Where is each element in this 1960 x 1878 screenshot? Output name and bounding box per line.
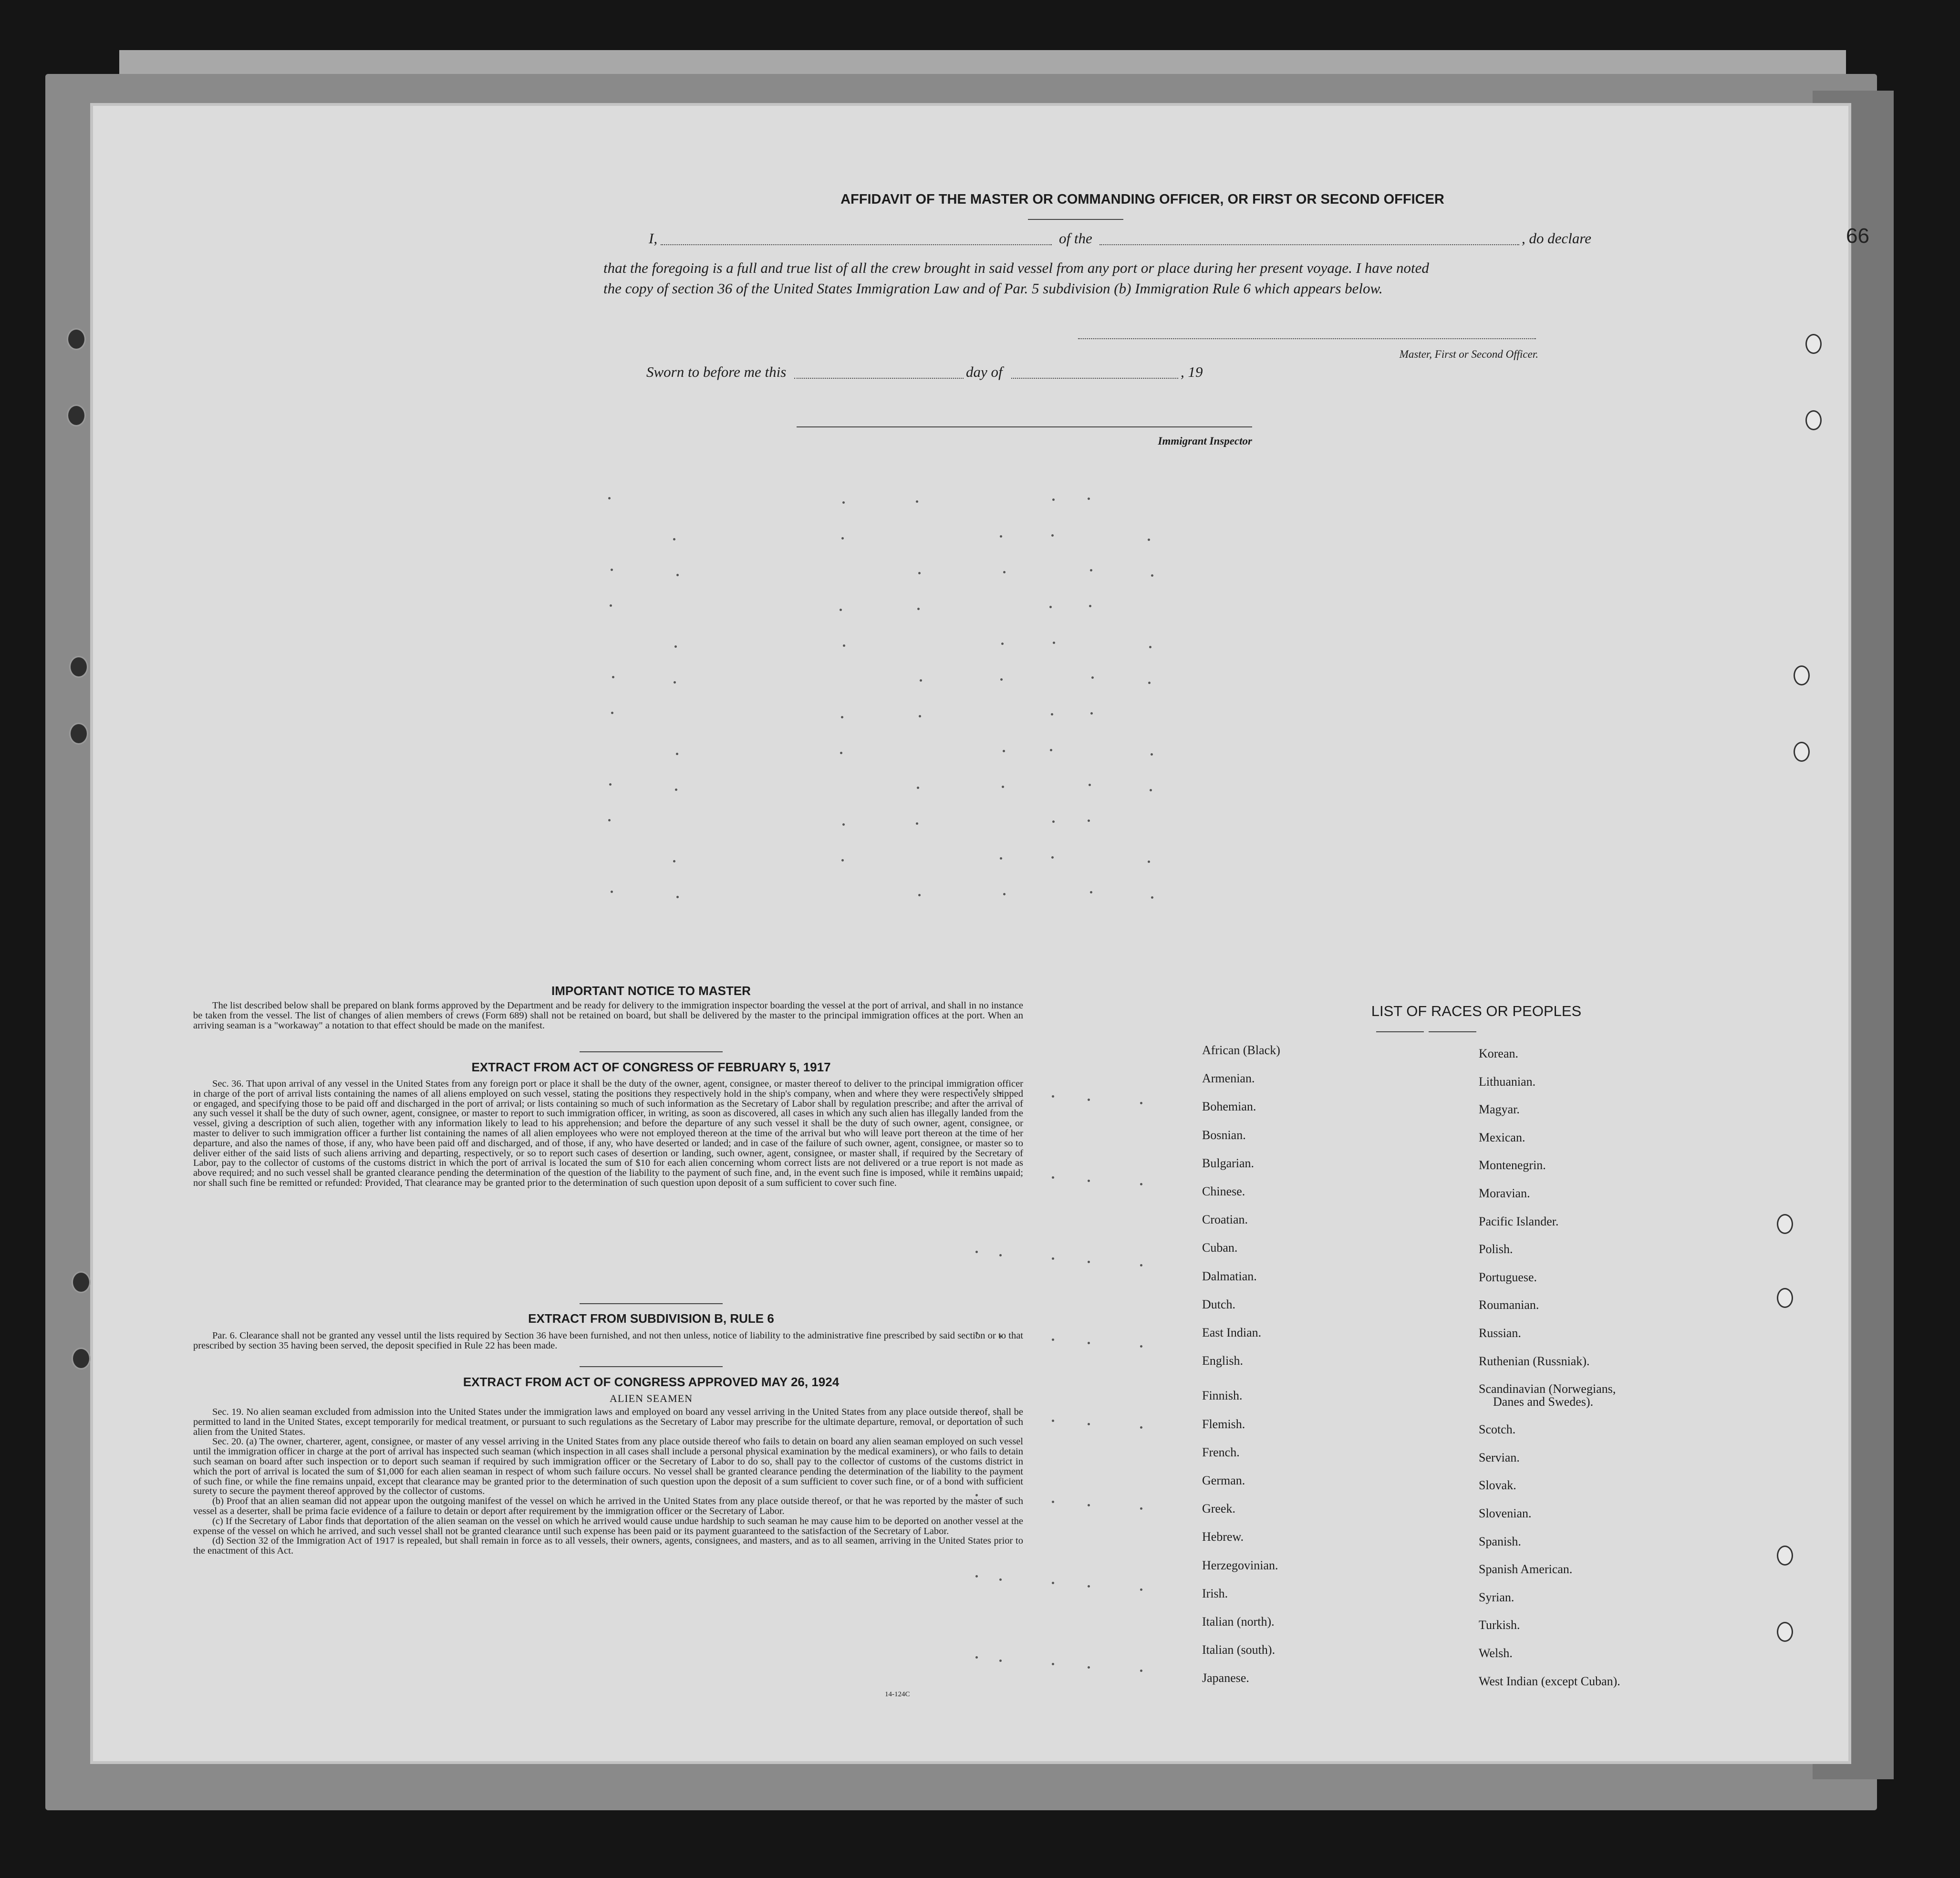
bleed-dot: [1140, 1264, 1142, 1266]
race-item: Scandinavian (Norwegians,: [1479, 1382, 1616, 1396]
bleed-dot: [611, 891, 613, 893]
bleed-dot: [916, 822, 918, 825]
bleed-dot: [673, 538, 675, 540]
race-item: Greek.: [1202, 1502, 1236, 1516]
bleed-dot: [1003, 893, 1006, 895]
extract-rule6-divider: [580, 1366, 723, 1367]
bleed-dot: [608, 497, 611, 499]
race-item: Ruthenian (Russniak).: [1479, 1354, 1590, 1368]
bleed-dot: [1140, 1588, 1142, 1591]
bleed-dot: [916, 500, 918, 503]
bleed-dot: [611, 712, 613, 714]
race-item: French.: [1202, 1445, 1240, 1459]
race-item: Dutch.: [1202, 1297, 1236, 1311]
race-item: Montenegrin.: [1479, 1158, 1546, 1172]
bleed-dot: [1052, 498, 1055, 501]
bleed-dot: [1052, 820, 1055, 823]
race-item: Magyar.: [1479, 1102, 1520, 1117]
sworn-day-of: day of: [966, 363, 1003, 380]
bleed-dot: [999, 1660, 1002, 1662]
bleed-dot: [612, 676, 614, 678]
race-item: Armenian.: [1202, 1071, 1255, 1086]
notice-text: The list described below shall be prepared on blank forms approved by the Department and be ready for delivery to the immigration inspector boarding the vessel at the port of arrival, and shall in no instance be taken from the vessel. The list of changes of alien members of crews (Form 689) shall not be retained on board, but shall be delivered by the master to the principal immigration offices at the port. When an arriving seaman is a "workaway" a notation to that effect should be made on the manifest.: [193, 1000, 1023, 1031]
bleed-dot: [1089, 784, 1091, 786]
bleed-dot: [1052, 1176, 1054, 1179]
bleed-dot: [1151, 753, 1153, 756]
extract-1924-body: [193, 1407, 1023, 1556]
bleed-dot: [675, 789, 677, 791]
race-item: Croatian.: [1202, 1213, 1248, 1227]
race-item: Mexican.: [1479, 1130, 1525, 1144]
bleed-dot: [1000, 535, 1002, 538]
race-item: Roumanian.: [1479, 1298, 1539, 1312]
race-item: Bosnian.: [1202, 1128, 1246, 1142]
inspector-signature-line[interactable]: [797, 426, 1252, 427]
race-item: Herzegovinian.: [1202, 1558, 1278, 1572]
bleed-dot: [1052, 1582, 1054, 1584]
affidavit-statement-line2: the copy of section 36 of the United States Immigration Law and of Par. 5 subdivision (b) Immigration Rule 6 which appears below.: [603, 280, 1383, 297]
bleed-dot: [1053, 642, 1055, 644]
bleed-dot: [1150, 789, 1152, 791]
punch-hole: [1794, 665, 1810, 685]
bleed-dot: [608, 819, 611, 821]
bleed-dot: [1051, 534, 1054, 537]
bleed-dot: [917, 787, 919, 789]
bleed-dot: [1148, 861, 1150, 863]
bleed-dot: [1088, 1585, 1090, 1587]
extract-1924-subtitle: ALIEN SEAMEN: [610, 1392, 693, 1404]
bleed-dot: [1000, 678, 1003, 681]
bleed-dot: [1003, 571, 1006, 573]
bleed-dot: [918, 572, 921, 574]
race-item: Finnish.: [1202, 1389, 1243, 1403]
race-item: Bulgarian.: [1202, 1156, 1255, 1170]
race-item: Moravian.: [1479, 1186, 1530, 1200]
bleed-dot: [610, 604, 612, 607]
bleed-dot: [676, 574, 679, 576]
master-signature-label: Master, First or Second Officer.: [1399, 348, 1538, 360]
race-item: Welsh.: [1479, 1646, 1513, 1660]
bleed-dot: [1000, 857, 1002, 860]
punch-hole: [1777, 1288, 1793, 1308]
bleed-dot: [919, 715, 921, 717]
bleed-dot: [1090, 712, 1093, 715]
bleed-dot: [842, 501, 845, 504]
bleed-dot: [1090, 569, 1092, 571]
bleed-dot: [611, 569, 613, 571]
bleed-dot: [840, 752, 842, 754]
race-item: Pacific Islander.: [1479, 1214, 1559, 1228]
race-item: Korean.: [1479, 1047, 1519, 1060]
race-item: Chinese.: [1202, 1184, 1245, 1198]
race-item: African (Black): [1202, 1043, 1280, 1057]
bleed-dot: [1140, 1345, 1142, 1348]
bleed-dot: [917, 608, 920, 610]
extract-1917-divider: [580, 1303, 723, 1304]
bleed-dot: [1050, 749, 1052, 751]
bleed-dot: [1088, 820, 1090, 822]
bleed-dot: [1140, 1102, 1142, 1104]
race-item: Servian.: [1479, 1450, 1520, 1464]
bleed-dot: [1088, 1180, 1090, 1182]
punch-hole: [1777, 1546, 1793, 1566]
extract-1924-title: EXTRACT FROM ACT OF CONGRESS APPROVED MAY 26, 1924: [463, 1375, 840, 1389]
bleed-dot: [1088, 1504, 1090, 1506]
race-item: Bohemian.: [1202, 1100, 1256, 1114]
bleed-dot: [842, 823, 845, 826]
bleed-dot: [841, 716, 843, 718]
inspector-label: Immigrant Inspector: [1158, 435, 1252, 447]
bleed-dot: [676, 896, 679, 898]
race-item: Dalmatian.: [1202, 1269, 1257, 1283]
bleed-dot: [1151, 896, 1153, 899]
bleed-dot: [1049, 606, 1052, 608]
race-item: Hebrew.: [1202, 1530, 1244, 1544]
extract-1924-sec19: Sec. 19. No alien seaman excluded from admission into the United States under the immigration laws and employed on board any vessel arriving in the United States from any place outside thereof, shall be permitted to land in the United States, except temporarily for medical treatment, or pursuant to such regulations as the Secretary of Labor may prescribe for the ultimate departure, removal, or deportation of such alien from the United States.: [193, 1407, 1023, 1437]
race-item: Slovenian.: [1479, 1506, 1532, 1520]
bleed-dot: [1052, 1257, 1054, 1260]
sworn-year: , 19: [1181, 363, 1203, 380]
affidavit-i-label: I,: [649, 230, 658, 247]
punch-hole: [72, 1271, 91, 1293]
page-number: 66: [1846, 224, 1869, 248]
bleed-dot: [1140, 1426, 1142, 1429]
do-declare-label: , do declare: [1522, 230, 1592, 247]
extract-rule6-title: EXTRACT FROM SUBDIVISION B, RULE 6: [528, 1311, 774, 1326]
bleed-dot: [674, 645, 677, 648]
sworn-month-blank[interactable]: [1011, 378, 1178, 379]
bleed-dot: [1052, 1501, 1054, 1503]
affidavit-title: AFFIDAVIT OF THE MASTER OR COMMANDING OFFICER, OR FIRST OR SECOND OFFICER: [840, 192, 1444, 207]
extract-1924-sec20a: Sec. 20. (a) The owner, charterer, agent, consignee, or master of any vessel arriving in the United States from any place outside thereof who fails to detain on board any alien seaman employed on such vessel until the immigration officer in charge at the port of arrival has inspected such seaman (which inspection in all cases shall include a personal physical examination by the medical examiners), or who fails to detain such seaman on board after such inspection or to deport such seaman if required by such immigration officer or the Secretary of Labor to do so, shall pay to the collector of customs of the customs district in which the port of arrival is located the sum of $1,000 for each alien seaman in respect of whom such failure occurs. No vessel shall be granted clearance pending the determination of the liability to the payment of such fine, or while the fine remains unpaid, except that clearance may be granted prior to the determination of such question upon the deposit of a sum sufficient to cover such fine, or of a bond with sufficient surety to secure the payment thereof approved by the collector of customs.: [193, 1436, 1023, 1497]
bleed-dot: [609, 783, 612, 786]
bleed-dot: [1052, 1095, 1054, 1098]
bleed-dot: [1051, 713, 1053, 716]
punch-hole: [67, 328, 86, 350]
race-item: Slovak.: [1479, 1478, 1516, 1493]
bleed-dot: [1089, 605, 1091, 607]
punch-hole: [69, 656, 88, 678]
vessel-name-blank[interactable]: [1099, 244, 1519, 245]
bleed-dot: [999, 1254, 1002, 1256]
bleed-dot: [1052, 1663, 1054, 1665]
race-item: Flemish.: [1202, 1417, 1245, 1431]
bleed-dot: [1140, 1670, 1142, 1672]
bleed-dot: [1088, 498, 1090, 500]
race-item: Portuguese.: [1479, 1270, 1537, 1284]
race-item: Turkish.: [1479, 1618, 1520, 1632]
punch-hole: [69, 723, 88, 745]
bleed-dot: [1140, 1183, 1142, 1185]
punch-hole: [1794, 742, 1810, 762]
punch-hole: [1805, 334, 1822, 354]
sworn-prefix: Sworn to before me this: [646, 363, 787, 380]
bleed-dot: [975, 1575, 978, 1577]
bleed-dot: [1148, 682, 1151, 684]
bleed-dot: [1088, 1666, 1090, 1669]
race-item: Italian (north).: [1202, 1615, 1275, 1629]
bleed-dot: [676, 753, 678, 755]
bleed-dot: [1091, 676, 1094, 679]
master-signature-line[interactable]: [1078, 338, 1536, 339]
race-item: Cuban.: [1202, 1241, 1238, 1255]
bleed-dot: [841, 537, 844, 540]
bleed-dot: [1148, 539, 1150, 541]
bleed-dot: [920, 679, 922, 682]
extract-1917-text: Sec. 36. That upon arrival of any vessel in the United States from any foreign port or place it shall be the duty of the owner, agent, consignee, or master thereof to deliver to the principal immigration officer in charge of the port of arrival lists containing the names of all aliens employed on such vessel, stating the positions they respectively hold in the ship's company, when and where they were respectively shipped or engaged, and specifying those to be paid off and discharged in the port of arrival; or lists containing so much of such information as the Secretary of Labor shall by regulation prescribe; and after the arrival of any such vessel it shall be the duty of such owner, agent, consignee, or master to report to such immigration officer, in writing, as soon as discovered, all cases in which any such alien has illegally landed from the vessel, giving a description of such alien, together with any information likely to lead to his apprehension; and before the departure of any such vessel it shall be the duty of such owner, agent, consignee, or master to deliver to such immigration officer a further list containing the names of all alien employees who were not employed thereon at the time of the arrival but who will leave port thereon at the time of her departure, and also the names of those, if any, who have been paid off and discharged, and of those, if any, who have deserted or landed; and in case of the failure of such owner, agent, consignee, or master so to deliver either of the said lists of such aliens arriving and departing, respectively, or so to report such cases of desertion or landing, such owner, agent, consignee, or master shall, if required by the Secretary of Labor, pay to the collector of customs of the customs district in which the port of arrival is located the sum of $10 for each alien concerning whom correct lists are not delivered or a true report is not made as above required; and no such vessel shall be granted clearance pending the determination of the question of the liability to the payment of such fine, and, in the event such fine is imposed, while it remains unpaid; nor shall such fine be remitted or refunded: Provided, That clearance may be granted prior to the determination of such question upon deposit of a sum sufficient to cover such fine.: [193, 1079, 1023, 1188]
races-underline-left: [1376, 1031, 1424, 1032]
bleed-dot: [843, 644, 845, 647]
extract-rule6-text: Par. 6. Clearance shall not be granted any vessel until the lists required by Section 36 have been furnished, and not then unless, notice of liability to the administrative fine prescribed by said section or to that prescribed by section 35 having been served, the deposit specified in Rule 22 has been made.: [193, 1330, 1023, 1351]
race-item: Spanish American.: [1479, 1562, 1573, 1577]
extract-1917-title: EXTRACT FROM ACT OF CONGRESS OF FEBRUARY 5, 1917: [471, 1060, 831, 1074]
bleed-dot: [1140, 1507, 1142, 1510]
master-name-blank[interactable]: [661, 244, 1052, 245]
extract-1924-sec20c: (c) If the Secretary of Labor finds that deportation of the alien seaman on the vessel on which he arrived would cause undue hardship to such seaman he may cause him to be deported on another vessel at the expense of the vessel on which he arrived, and such vessel shall not be granted clearance until such expense has been paid or its payment guaranteed to the satisfaction of the Secretary of Labor.: [193, 1515, 1023, 1536]
bleed-dot: [1001, 643, 1004, 645]
bleed-dot: [1088, 1099, 1090, 1101]
punch-hole: [67, 405, 86, 426]
bleed-dot: [840, 609, 842, 611]
race-item: German.: [1202, 1473, 1245, 1487]
race-item: West Indian (except Cuban).: [1479, 1674, 1620, 1688]
bleed-dot: [1052, 1338, 1054, 1341]
race-item: Russian.: [1479, 1326, 1521, 1340]
bleed-dot: [673, 860, 675, 862]
race-item: Italian (south).: [1202, 1643, 1276, 1657]
sworn-day-blank[interactable]: [794, 378, 964, 379]
bleed-dot: [1151, 574, 1153, 577]
bleed-dot: [1051, 856, 1054, 859]
race-item: Japanese.: [1202, 1671, 1249, 1685]
race-item: English.: [1202, 1354, 1243, 1368]
race-item: Lithuanian.: [1479, 1074, 1536, 1089]
races-underline-right: [1429, 1031, 1476, 1032]
extract-1924-sec20b: (b) Proof that an alien seaman did not appear upon the outgoing manifest of the vessel on which he arrived in the United States from any place outside thereof, or that he was reported by the master of such vessel as a deserter, shall be prima facie evidence of a failure to detain or deport after requirement by the immigration officer or the Secretary of Labor.: [193, 1496, 1023, 1516]
bleed-dot: [1149, 646, 1151, 648]
bleed-dot: [918, 894, 921, 896]
title-underline: [1028, 219, 1123, 220]
bleed-dot: [1088, 1342, 1090, 1344]
bleed-dot: [674, 681, 676, 684]
bleed-dot: [975, 1656, 978, 1659]
manifest-page: [93, 106, 1848, 1761]
punch-hole: [1777, 1214, 1793, 1234]
punch-hole: [1777, 1622, 1793, 1642]
race-item: Scotch.: [1479, 1422, 1516, 1437]
affidavit-of-the-label: of the: [1059, 230, 1092, 247]
bleed-dot: [1090, 891, 1092, 893]
bleed-dot: [999, 1578, 1002, 1581]
race-item: East Indian.: [1202, 1326, 1262, 1339]
race-item: Syrian.: [1479, 1590, 1514, 1604]
bleed-dot: [1088, 1423, 1090, 1425]
races-title: LIST OF RACES OR PEOPLES: [1371, 1003, 1582, 1019]
affidavit-statement-line1: that the foregoing is a full and true list of all the crew brought in said vessel from any port or place during her present voyage. I have noted: [603, 259, 1429, 276]
notice-divider: [580, 1051, 723, 1052]
bleed-dot: [1003, 750, 1005, 752]
notice-title: IMPORTANT NOTICE TO MASTER: [551, 984, 751, 998]
bleed-dot: [975, 1251, 978, 1253]
bleed-dot: [841, 859, 844, 861]
punch-hole: [72, 1348, 91, 1370]
bleed-dot: [1052, 1420, 1054, 1422]
punch-hole: [1805, 410, 1822, 430]
race-item: Danes and Swedes).: [1493, 1394, 1594, 1409]
form-number: 14-124C: [885, 1691, 910, 1698]
bleed-dot: [1088, 1261, 1090, 1263]
bleed-dot: [1002, 786, 1004, 788]
race-item: Polish.: [1479, 1242, 1513, 1256]
extract-1924-sec20d: (d) Section 32 of the Immigration Act of 1917 is repealed, but shall remain in force as to all vessels, their owners, agents, consignees, and masters, and as to all seamen, arriving in the United States prior to the enactment of this Act.: [193, 1536, 1023, 1556]
race-item: Spanish.: [1479, 1534, 1521, 1548]
race-item: Irish.: [1202, 1586, 1228, 1600]
